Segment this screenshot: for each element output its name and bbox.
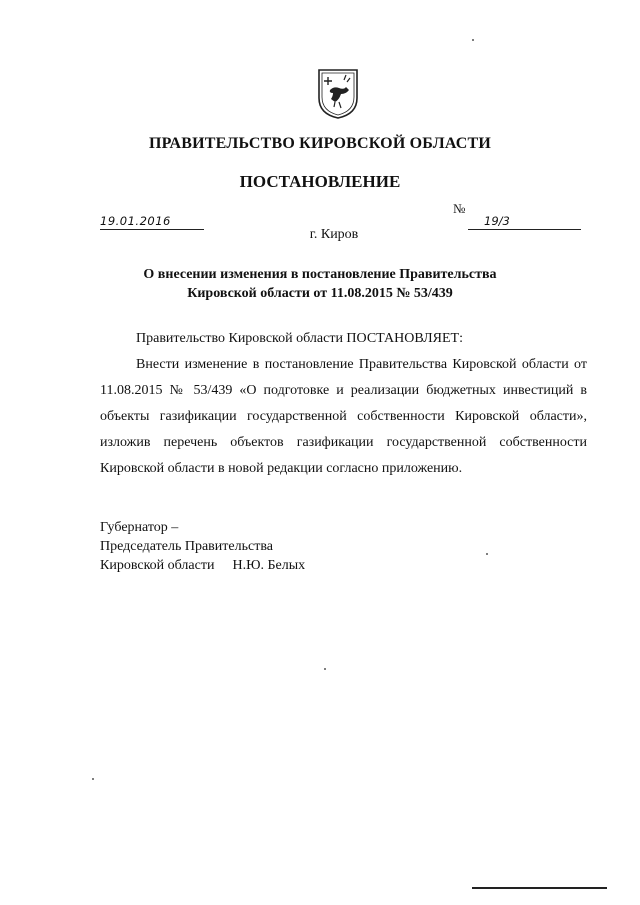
document-number: 19/3 bbox=[484, 214, 510, 228]
resolution-paragraph: Внести изменение в постановление Правительства Кировской области от 11.08.2015 № 53/439 «О подготовке и реализации бюджетных инвестиций в объекты газификации государственной собственности Кировской области», изложив перечень объектов газификации государственной собственности Кировской области в новой редакции согласно приложению. bbox=[100, 357, 587, 476]
signatory-title-3-row bbox=[100, 556, 305, 575]
bottom-rule bbox=[472, 887, 607, 889]
scan-speck bbox=[486, 553, 488, 555]
scan-speck bbox=[92, 778, 94, 780]
organization-title: ПРАВИТЕЛЬСТВО КИРОВСКОЙ ОБЛАСТИ bbox=[148, 135, 492, 152]
coat-of-arms-icon bbox=[317, 68, 359, 120]
subject-line-1: О внесении изменения в постановление Правительства bbox=[143, 267, 497, 282]
document-type-title: ПОСТАНОВЛЕНИЕ bbox=[239, 172, 401, 191]
scan-speck bbox=[324, 668, 326, 670]
subject-line-2: Кировской области от 11.08.2015 № 53/439 bbox=[187, 286, 453, 301]
number-sign: № bbox=[453, 201, 466, 216]
signatory-name: Н.Ю. Белых bbox=[232, 558, 306, 573]
document-body bbox=[100, 326, 587, 482]
signatory-title-1: Губернатор – bbox=[100, 520, 179, 535]
signatory-title-3: Кировской области bbox=[100, 558, 215, 573]
city-label: г. Киров bbox=[309, 227, 359, 242]
signature-block bbox=[100, 518, 305, 575]
resolution-lead: Правительство Кировской области ПОСТАНОВЛЯЕТ: bbox=[136, 331, 463, 346]
scan-speck bbox=[472, 39, 474, 41]
document-date: 19.01.2016 bbox=[100, 214, 171, 228]
document-subject bbox=[0, 265, 640, 303]
signatory-title-2: Председатель Правительства bbox=[100, 539, 273, 554]
